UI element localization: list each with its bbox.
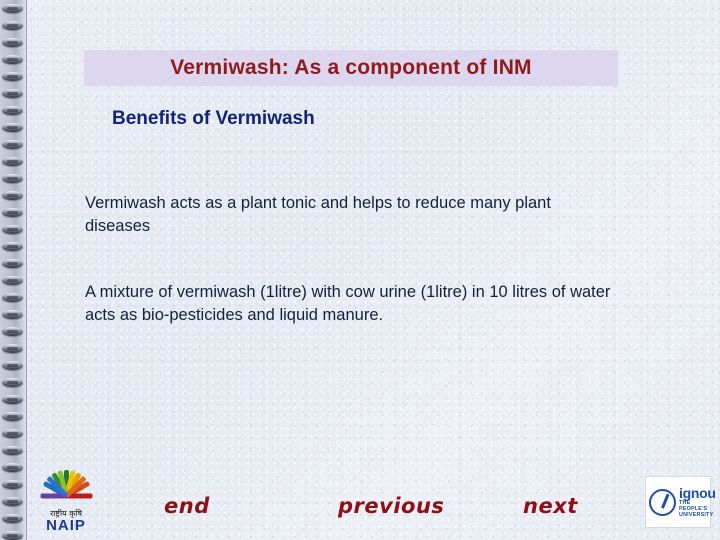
binding-hole xyxy=(7,160,18,163)
binding-hole xyxy=(7,262,18,265)
binding-hole xyxy=(7,534,18,537)
binding-hole xyxy=(7,449,18,452)
ignou-wordmark: ignou xyxy=(679,484,716,501)
naip-hindi-text: राष्ट्रीय कृषि xyxy=(49,509,83,518)
binding-hole xyxy=(7,41,18,44)
binding-hole xyxy=(7,143,18,146)
binding-hole xyxy=(7,330,18,333)
nav-previous-link[interactable]: previous xyxy=(338,494,445,518)
nav-end-link[interactable]: end xyxy=(164,494,210,518)
binding-hole xyxy=(7,466,18,469)
binding-hole xyxy=(7,415,18,418)
spiral-binding xyxy=(0,0,27,540)
binding-hole xyxy=(7,296,18,299)
binding-hole xyxy=(7,211,18,214)
binding-hole xyxy=(7,75,18,78)
binding-hole xyxy=(7,483,18,486)
binding-hole xyxy=(7,58,18,61)
slide-subtitle: Benefits of Vermiwash xyxy=(112,108,315,129)
ignou-circle-icon xyxy=(649,489,676,516)
naip-wordmark: NAIP xyxy=(46,517,86,534)
binding-hole xyxy=(7,228,18,231)
binding-hole xyxy=(7,381,18,384)
binding-hole xyxy=(7,517,18,520)
binding-hole xyxy=(7,364,18,367)
binding-hole xyxy=(7,313,18,316)
binding-hole xyxy=(7,92,18,95)
nav-next-link[interactable]: next xyxy=(523,494,578,518)
body-paragraph-2: A mixture of vermiwash (1litre) with cow urine (1litre) in 10 litres of water acts as bio-pesticides and liquid manure. xyxy=(85,283,611,324)
naip-logo xyxy=(30,468,102,534)
naip-star-icon xyxy=(36,468,96,512)
binding-hole xyxy=(7,398,18,401)
ignou-text-block xyxy=(679,486,716,519)
binding-hole xyxy=(7,245,18,248)
binding-hole xyxy=(7,109,18,112)
page-title: Vermiwash: As a component of INM xyxy=(170,56,532,79)
slide-title-band xyxy=(84,50,618,86)
binding-hole xyxy=(7,432,18,435)
binding-hole xyxy=(7,126,18,129)
ignou-tagline: THE PEOPLE'S UNIVERSITY xyxy=(679,500,714,518)
binding-hole xyxy=(7,24,18,27)
ignou-logo xyxy=(645,476,716,528)
binding-hole xyxy=(7,279,18,282)
binding-hole xyxy=(7,347,18,350)
binding-hole xyxy=(7,194,18,197)
body-paragraph-1: Vermiwash acts as a plant tonic and helps to reduce many plant diseases xyxy=(85,194,551,235)
binding-hole xyxy=(7,500,18,503)
binding-hole xyxy=(7,7,18,10)
binding-hole xyxy=(7,177,18,180)
